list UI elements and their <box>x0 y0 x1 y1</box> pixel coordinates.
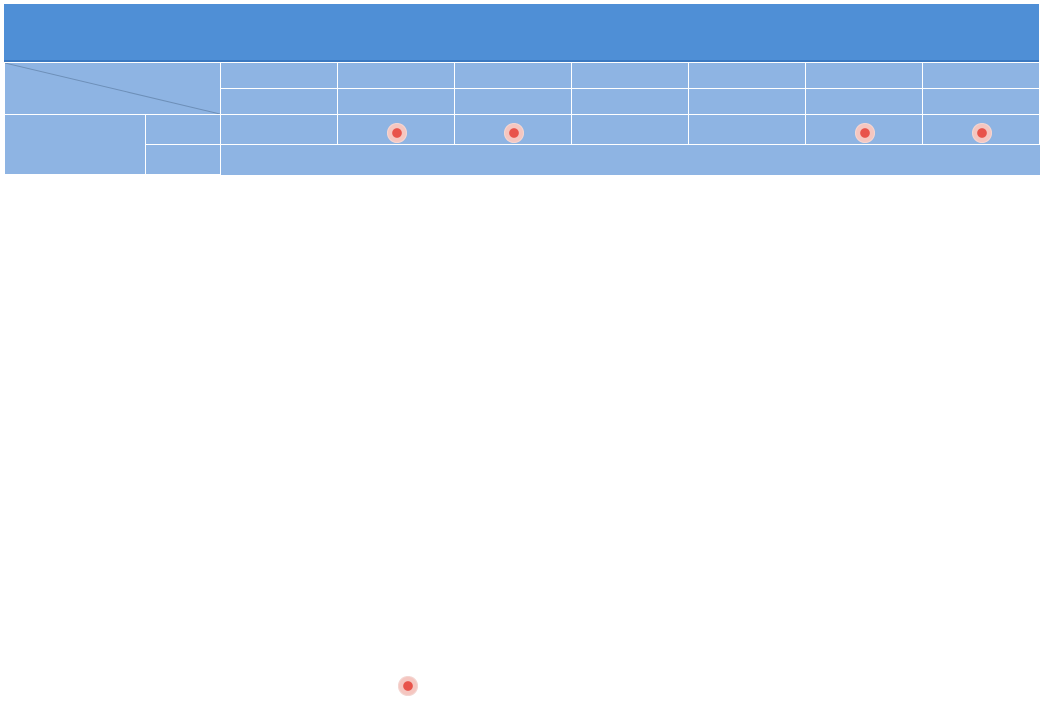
period-pm <box>146 145 221 175</box>
director-marker-icon <box>398 676 418 696</box>
header-row-dates <box>5 63 1040 89</box>
weekday-header <box>455 89 572 115</box>
department-name <box>5 115 146 175</box>
date-header <box>923 63 1040 89</box>
dept-row-pm <box>5 145 1040 175</box>
schedule-cell <box>221 115 338 145</box>
doctor-name <box>853 123 875 143</box>
date-header <box>572 63 689 89</box>
dept-row-am <box>5 115 1040 145</box>
date-header <box>455 63 572 89</box>
date-header <box>806 63 923 89</box>
weekday-header <box>806 89 923 115</box>
weekday-header <box>923 89 1040 115</box>
director-marker-icon <box>972 123 992 143</box>
schedule-cell <box>572 115 689 145</box>
director-marker-icon <box>387 123 407 143</box>
doctor-name <box>502 123 524 143</box>
schedule-cell <box>923 115 1040 145</box>
weekday-header <box>689 89 806 115</box>
page-title <box>4 4 1039 62</box>
doctor-name <box>385 123 407 143</box>
period-am <box>146 115 221 145</box>
schedule-cell <box>806 115 923 145</box>
header-corner <box>5 63 221 115</box>
weekday-header <box>338 89 455 115</box>
schedule-cell <box>338 115 455 145</box>
schedule-cell <box>455 115 572 145</box>
doctor-name <box>970 123 992 143</box>
legend <box>398 676 426 696</box>
director-marker-icon <box>855 123 875 143</box>
date-header <box>221 63 338 89</box>
weekday-header <box>221 89 338 115</box>
schedule-cell <box>689 115 806 145</box>
schedule-table <box>4 62 1040 175</box>
weekday-header <box>572 89 689 115</box>
director-marker-icon <box>504 123 524 143</box>
date-header <box>338 63 455 89</box>
date-header <box>689 63 806 89</box>
